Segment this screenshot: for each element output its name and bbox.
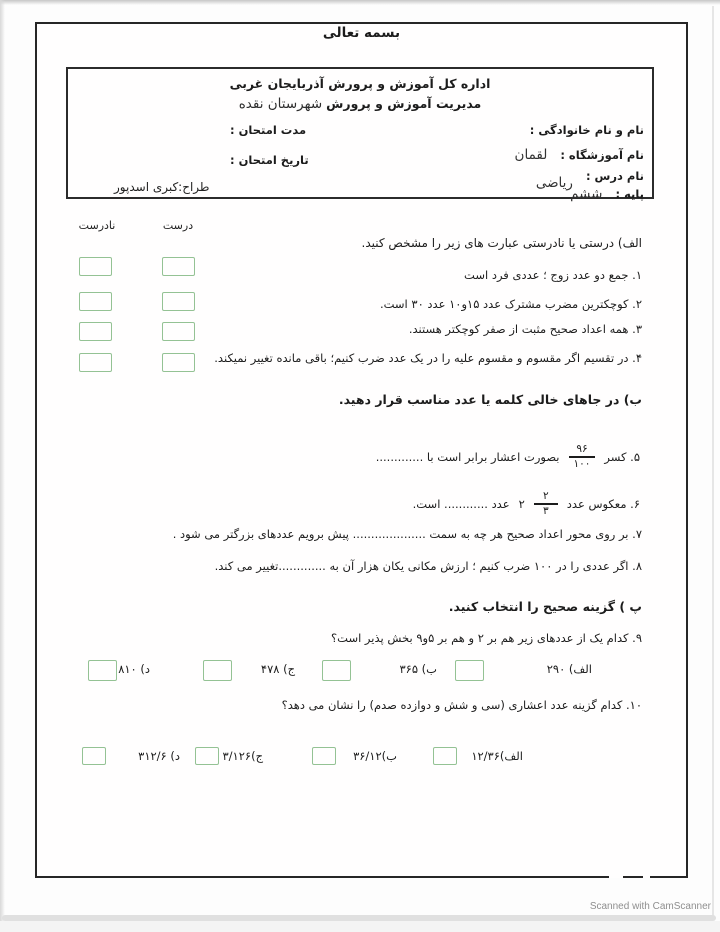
- q9-option-a-checkbox[interactable]: [455, 660, 484, 681]
- school-name-value: لقمان: [514, 147, 548, 163]
- q9-option-b-label: ب) ۳۶۵: [399, 662, 437, 676]
- q9-option-c-checkbox[interactable]: [203, 660, 232, 681]
- question-5: [376, 436, 640, 478]
- q10-option-b-checkbox[interactable]: [312, 747, 336, 765]
- q1-correct-checkbox[interactable]: [162, 257, 195, 276]
- grade-value: ششم: [570, 186, 603, 202]
- org-name-line1: اداره کل آموزش و پرورش آذربایجان غربی: [229, 76, 491, 91]
- question-9: ۹. کدام یک از عددهای زیر هم بر ۲ و هم بر ۵و۹ بخش پذیر است؟: [331, 631, 642, 645]
- q5-prefix: ۵. کسر: [604, 450, 640, 464]
- question-6: [413, 483, 640, 525]
- q9-option-b-checkbox[interactable]: [322, 660, 351, 681]
- statement-3: ۳. همه اعداد صحیح مثبت از صفر کوچکتر هستند.: [408, 322, 642, 336]
- statement-2: ۲. کوچکترین مضرب مشترک عدد ۱۵و۱۰ عدد ۳۰ است.: [379, 297, 642, 311]
- statement-4: ۴. در تقسیم اگر مقسوم و مقسوم علیه را در یک عدد ضرب کنیم؛ باقی مانده تغییر نمیکند.: [214, 351, 642, 365]
- question-10: ۱۰. کدام گزینه عدد اعشاری (سی و شش و دوازده صدم) را نشان می دهد؟: [281, 698, 642, 712]
- q10-option-a-checkbox[interactable]: [433, 747, 457, 765]
- section-c-title: پ ) گزینه صحیح را انتخاب کنید.: [448, 599, 642, 614]
- fraction-numerator: ۹۶: [576, 443, 588, 456]
- q2-correct-checkbox[interactable]: [162, 292, 195, 311]
- scan-edge-shadow-left: [0, 0, 5, 932]
- statement-1: ۱. جمع دو عدد زوج ؛ عددی فرد است: [464, 268, 642, 282]
- section-a-title: الف) درستی یا نادرستی عبارت های زیر را مشخص کنید.: [361, 236, 642, 250]
- q9-option-a-label: الف) ۲۹۰: [546, 662, 592, 676]
- course-name-value: ریاضی: [535, 175, 573, 191]
- q5-suffix: بصورت اعشار برابر است با .............: [375, 450, 560, 464]
- field-student-name: [530, 123, 644, 137]
- q6-suffix: عدد ............ است.: [412, 497, 510, 511]
- fraction-96-over-100: [569, 443, 596, 471]
- org-city-value: شهرستان نقده: [238, 96, 323, 112]
- q10-option-a-label: الف)۱۲/۳۶: [471, 749, 523, 763]
- q9-option-d-label: د) ۸۱۰: [118, 662, 150, 676]
- school-name-label: نام آموزشگاه :: [560, 148, 644, 162]
- q2-incorrect-checkbox[interactable]: [79, 292, 112, 311]
- fraction-numerator: ۲: [542, 490, 549, 503]
- q10-option-d-checkbox[interactable]: [82, 747, 106, 765]
- field-school-name: [515, 147, 644, 163]
- q10-option-c-label: ج)۳/۱۲۶: [222, 749, 263, 763]
- field-course-name: [535, 168, 644, 191]
- q1-incorrect-checkbox[interactable]: [79, 257, 112, 276]
- q6-whole-number: ۲: [518, 497, 525, 511]
- student-name-label: نام و نام خانوادگی :: [529, 123, 644, 137]
- course-name-label: نام درس :: [585, 169, 644, 183]
- scan-border-gap: [643, 874, 650, 878]
- org-name-line2-bold: مدیریت آموزش و پرورش: [326, 96, 482, 111]
- scan-bottom-margin: [0, 921, 720, 932]
- exam-duration-label: مدت امتحان :: [230, 123, 307, 137]
- q4-correct-checkbox[interactable]: [162, 353, 195, 372]
- scanner-credit-text: Scanned with CamScanner: [589, 901, 711, 912]
- question-7: ۷. بر روی محور اعداد صحیح هر چه به سمت .................... پیش برویم عددهای بزرگتر می شود .: [172, 527, 642, 541]
- column-header-correct: درست: [162, 219, 194, 232]
- q10-option-d-label: د) ۳۱۲/۶: [138, 749, 180, 763]
- fraction-2-over-3: [534, 490, 558, 518]
- exam-designer: طراح:کبری اسدپور: [114, 180, 210, 194]
- q10-option-b-label: ب)۳۶/۱۲: [353, 749, 397, 763]
- q9-option-c-label: ج) ۴۷۸: [260, 662, 295, 676]
- section-b-title: ب) در جاهای خالی کلمه یا عدد مناسب قرار دهید.: [338, 392, 642, 407]
- field-grade: [570, 186, 644, 202]
- question-8: ۸. اگر عددی را در ۱۰۰ ضرب کنیم ؛ ارزش مکانی یکان هزار آن به .............تغییر می کند.: [214, 559, 642, 573]
- scan-border-gap: [609, 874, 623, 878]
- scan-edge-shadow-top: [0, 0, 720, 5]
- q3-incorrect-checkbox[interactable]: [79, 322, 112, 341]
- grade-label: پایه :: [615, 187, 644, 201]
- q3-correct-checkbox[interactable]: [162, 322, 195, 341]
- q10-option-c-checkbox[interactable]: [195, 747, 219, 765]
- q4-incorrect-checkbox[interactable]: [79, 353, 112, 372]
- q6-prefix: ۶. معکوس عدد: [566, 497, 640, 511]
- exam-date-label: تاریخ امتحان :: [230, 153, 309, 167]
- org-name-line2: [68, 96, 652, 112]
- scan-edge-line-right: [712, 6, 714, 916]
- column-header-incorrect: نادرست: [78, 219, 116, 232]
- exam-header-box: [66, 67, 654, 202]
- q9-option-d-checkbox[interactable]: [88, 660, 117, 681]
- fraction-denominator: ۳: [542, 504, 549, 517]
- bismillah-title: بسمه تعالی: [322, 25, 401, 41]
- fraction-denominator: ۱۰۰: [573, 457, 591, 470]
